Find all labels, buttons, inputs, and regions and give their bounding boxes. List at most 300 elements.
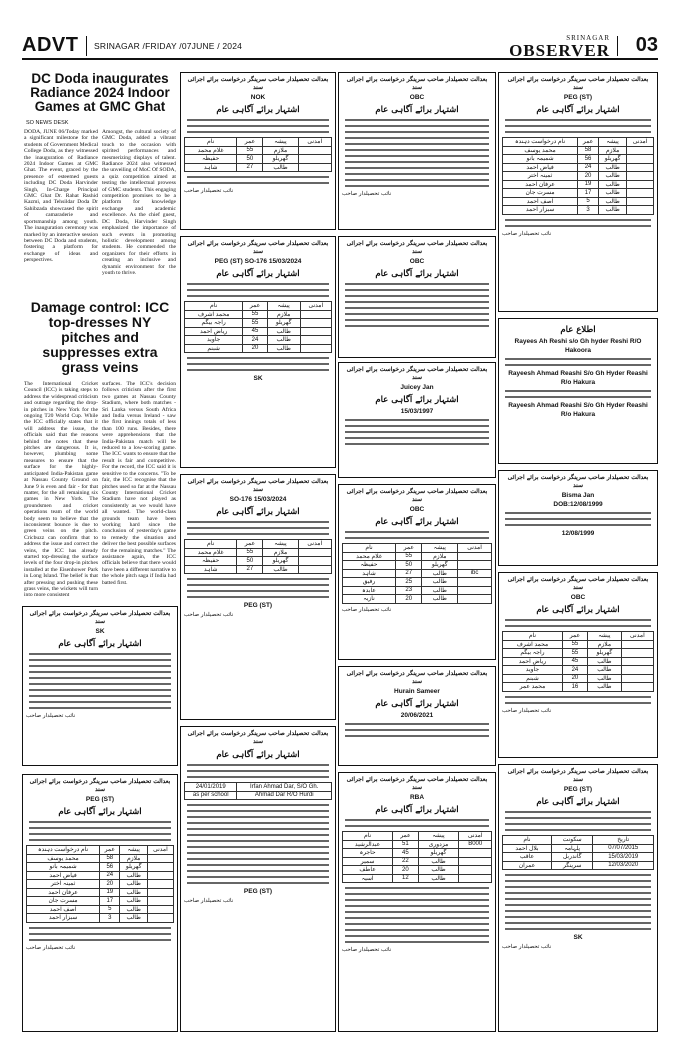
table-cell: محمد یوسف [27,854,100,863]
text-line [187,295,329,297]
text-line [29,927,171,929]
classified-ad [22,774,178,1032]
table-cell: 15/03/2024 [268,258,302,265]
text-line [345,905,489,907]
table-cell: 50 [237,155,263,164]
table-cell: 45 [393,849,418,858]
table-cell: 55 [237,548,263,557]
table-cell: آمدنی [621,632,653,641]
table-cell: آصف احمد [27,905,100,914]
table-cell: گھریلو [267,319,300,328]
table-row [185,146,332,155]
divider [86,36,87,56]
ad-heading: اشتہار برائے آگاہی عام [536,105,620,115]
table-cell: آصف احمد [503,197,578,206]
table-row [27,880,174,889]
text-line [345,431,489,433]
table-cell: ملازم [120,854,147,863]
text-line [187,810,329,812]
classified-ad [180,72,336,230]
ad-title: بعدالت تحصیلدار صاحب سرینگر درخواست برائے اجرائی سند [346,776,488,791]
table-row [343,849,492,858]
table-cell: محمد اشرف [185,310,243,319]
table-row [27,846,174,855]
table-row [343,544,492,553]
ad-title: بعدالت تحصیلدار صاحب سرینگر درخواست برائے اجرائی سند [346,366,488,381]
table-cell: طالب [418,857,459,866]
text-line [345,161,489,163]
table-cell: عبدالرشید [343,840,393,849]
table-cell: طالب [120,905,147,914]
text-line [187,584,329,586]
ad-title: بعدالت تحصیلدار صاحب سرینگر درخواست برائے اجرائی سند [346,76,488,91]
ad-heading: اشتہار برائے آگاہی عام [375,395,459,405]
ad-name: Rayeesh Ahmad Reashi S/o Gh Hyder Reashi [508,402,648,409]
applicant-table [184,137,332,172]
ad-name: Hurain Sameer [394,688,440,695]
table-cell: رفیق [343,578,396,587]
text-line [505,518,651,520]
table-cell: 07/07/2015 [593,844,654,853]
table-cell [298,163,331,172]
text-line [505,225,651,227]
table-cell [300,344,331,353]
classified-ad [338,484,496,660]
ad-title: بعدالت تحصیلدار صاحب سرینگر درخواست برائے اجرائی سند [507,474,649,489]
table-cell [300,327,331,336]
table-cell: عمر [237,540,263,549]
table-cell: شاہد [343,569,396,578]
ad-date: 15/03/1997 [400,408,434,415]
text-line [345,723,489,725]
text-line [505,829,651,831]
text-line [187,804,329,806]
text-line [345,887,489,889]
table-cell: 12/03/2020 [593,861,654,870]
applicant-table [502,631,654,692]
table-cell: غلام محمد [343,552,396,561]
applicant-table [502,137,654,215]
text-line [345,325,489,327]
masthead [22,34,658,60]
table-row [185,138,332,147]
table-cell: سبزار احمد [503,206,578,215]
table-cell: عمر [237,138,263,147]
table-cell: 55 [243,310,267,319]
table-row [185,783,332,792]
text-line [345,537,489,539]
table-cell: عمر [396,544,422,553]
table-cell: عابدہ [343,586,396,595]
table-cell: طالب [587,683,621,692]
text-line [345,179,489,181]
text-line [345,173,489,175]
table-cell: پیشہ [263,540,298,549]
ad-title: بعدالت تحصیلدار صاحب سرینگر درخواست برائے اجرائی سند [187,478,329,493]
classified-ad [338,236,496,358]
table-cell [627,172,654,181]
classified-ad [498,72,658,312]
text-line [345,419,489,421]
text-line [505,364,651,366]
ad-heading: اشتہار برائے آگاہی عام [375,269,459,279]
text-line [187,363,329,365]
table-cell [298,557,331,566]
table-row [343,552,492,561]
table-cell [621,649,653,658]
table-cell [621,640,653,649]
table-cell: ملازم [599,146,627,155]
table-cell: محمد عمر [503,683,563,692]
table-cell: 19 [100,888,120,897]
table-cell: 55 [237,146,263,155]
table-cell: گاندربل [551,853,593,862]
table-row [185,565,332,574]
table-cell: 20 [393,866,418,875]
table-cell [621,674,653,683]
table-cell: 27 [396,569,422,578]
table-cell: پیشہ [120,846,147,855]
table-cell: 15/03/2024 [253,496,287,503]
ad-heading: اشتہار برائے آگاہی عام [375,805,459,815]
applicant-table [342,831,492,883]
table-row [503,861,654,870]
text-line [505,898,651,900]
text-line [345,729,489,731]
table-cell [458,552,492,561]
table-cell: حفیظہ [343,561,396,570]
text-line [29,707,171,709]
table-cell: 58 [100,854,120,863]
table-cell: طالب [267,336,300,345]
table-cell [147,905,173,914]
text-line [505,928,651,930]
table-cell: راجہ بیگم [503,649,563,658]
table-row [503,180,654,189]
table-cell: 24 [243,336,267,345]
ad-signature: نائب تحصیلدار صاحب [26,944,76,951]
table-row [503,844,654,853]
text-line [345,319,489,321]
table-cell: 20 [100,880,120,889]
ad-tag: SK [95,628,105,635]
table-cell: نام [503,836,552,845]
table-cell: غلام محمد [185,548,237,557]
table-cell [459,874,492,883]
table-cell: نام [185,302,243,311]
classified-ad [180,236,336,468]
table-cell: 19 [578,180,599,189]
page-number: 03 [635,34,658,56]
table-cell: B000 [459,840,492,849]
table-cell: مزدوری [418,840,459,849]
table-cell [147,863,173,872]
table-cell: ریاض احمد [503,657,563,666]
table-cell: طالب [418,866,459,875]
table-cell: نام [343,544,396,553]
text-line [187,846,329,848]
table-row [185,310,332,319]
ad-date: DOB:12/08/1999 [553,501,603,508]
applicant-table [342,543,492,604]
table-cell: طالب [587,674,621,683]
text-line [505,625,651,627]
text-line [187,882,329,884]
text-line [187,776,329,778]
table-cell: آمدنی [459,832,492,841]
text-line [187,828,329,830]
table-cell: 55 [243,319,267,328]
table-cell: مسرت جان [27,897,100,906]
table-row [27,914,174,923]
table-cell: عاقب [503,853,552,862]
table-cell: طالب [587,666,621,675]
text-line [505,396,651,398]
text-line [187,764,329,766]
classified-ad [338,362,496,478]
table-cell: 24/01/2019 [185,783,237,792]
ad-tag [184,258,332,265]
table-row [185,548,332,557]
classified-ad [498,572,658,758]
text-line [345,443,489,445]
table-cell: پیشہ [418,832,459,841]
byline: SO NEWS DESK [26,120,69,126]
table-cell: نام [185,540,237,549]
ad-tag: OBC [409,258,425,265]
table-cell: آمدنی [298,540,331,549]
table-cell: حاجرہ [343,849,393,858]
text-line [505,916,651,918]
ad-date: 20/06/2021 [400,712,434,719]
classified-ad [338,772,496,1032]
ad-tag: PEG (ST) [563,94,593,101]
table-cell [298,155,331,164]
ad-heading: اشتہار برائے آگاہی عام [58,639,142,649]
text-line [505,811,651,813]
table-row [503,853,654,862]
text-line [29,683,171,685]
table-cell: طالب [120,897,147,906]
table-cell: 55 [562,649,587,658]
table-row [503,155,654,164]
table-cell [459,857,492,866]
ad-name: Rayeesh Ahmad Reashi S/o Gh Hyder Reashi [508,370,648,377]
ad-signature: نائب تحصیلدار صاحب [342,191,392,197]
ad-heading: اشتہار برائے آگاہی عام [216,507,300,517]
text-line [187,283,329,285]
table-cell [621,666,653,675]
table-row [503,632,654,641]
story-column: DODA, JUNE 06/Today marked a significant milestone for the students of Government Medical College Doda, as they witnessed the inauguration of Radiance 2024 Indoor Games at GMC Ghat. The event, graced by the presence of esteemed guests including DC Doda Harvinder Singh, In-Charge Principal GMC Ghat Dr. Rahat Rashid Kazmi, and Tehsildar Doda Dr Sahibzada showcased the spirit of camaraderie and sportsmanship among youth. The inauguration ceremony was marked by an interactive session between DC Doda and students, fostering a platform for exchange of ideas and perspectives. [24,129,98,264]
table-cell: حفیظہ [185,557,237,566]
table-cell: طالب [120,871,147,880]
table-cell: 45 [562,657,587,666]
ad-place: Hakoora [564,347,591,354]
text-line [345,425,489,427]
table-row [503,666,654,675]
text-line [345,899,489,901]
table-cell [627,180,654,189]
table-cell: عمر [100,846,120,855]
text-line [345,125,489,127]
table-cell: 3 [100,914,120,923]
table-cell [147,888,173,897]
table-cell: 20 [396,595,422,604]
table-cell [621,657,653,666]
ad-heading: اشتہار برائے آگاہی عام [58,807,142,817]
table-cell: طالب [422,586,458,595]
table-cell [298,146,331,155]
table-cell: شاہد [185,565,237,574]
table-cell: آمدنی [298,138,331,147]
table-row [185,302,332,311]
table-row [185,344,332,353]
table-cell: 5 [100,905,120,914]
classified-ad [180,726,336,1032]
table-row [503,163,654,172]
story-column: surfaces. The ICC's decision follows criticism after the first two games at Nassau County Stadium, where both matches - Sri Lanka versus South Africa and India versus Ireland - saw the first innings totals of less than 100 runs. Besides, there were apprehensions that the India-Pakistan match will be reduced to a low-scoring game. The ICC wants to ensure that the result is fair and competitive. For the record, the ICC said it is sensitive to the concerns. "To be fair, the ICC recognise that the pitches used so far at the Nassau County International Cricket Stadium have not played as consistently as we would have all wanted. The world-class grounds team have been working hard since the conclusion of yesterday's game to remedy the situation and deliver the best possible surfaces for the remaining matches." The assistance again, the ICC officials believe that there would have been a different narrative to the whole pitch saga if India had batted first. [102,381,176,586]
table-row [185,540,332,549]
table-cell: 58 [578,146,599,155]
table-cell: شبنم [503,674,563,683]
text-line [505,817,651,819]
text-line [345,935,489,937]
table-cell: طالب [267,327,300,336]
ad-title: بعدالت تحصیلدار صاحب سرینگر درخواست برائے اجرائی سند [29,778,171,793]
dateline: SRINAGAR /FRIDAY /07JUNE / 2024 [94,41,243,51]
table-cell: طالب [263,565,298,574]
table-cell: 25 [396,578,422,587]
text-line [187,770,329,772]
text-line [187,533,329,535]
brand-small: SRINAGAR [566,34,610,42]
table-row [27,871,174,880]
table-cell: جاوید [503,666,563,675]
text-line [345,531,489,533]
text-line [345,893,489,895]
table-cell [627,155,654,164]
text-line [29,839,171,841]
story-column: Amongst, the cultural society of GMC Doda, added a vibrant touch to the occasion with spirited performances and mesmerizing displays of talent. Radiance 2024 also witnessed the unveiling of MoC Of SODA, a quiz competition aimed at testing the intellectual prowess of GMC students. This engaging competition promises to be a platform for knowledge exchange and academic excellence. As the chief guest, DC Doda, Harvinder Singh emphasized the importance of such events in promoting holistic development among students. He commended the organizers for their efforts in creating an inclusive and dynamic environment for the youth to thrive. [102,129,176,276]
text-line [29,695,171,697]
text-line [505,696,651,698]
ad-tag: PEG (ST) [243,888,273,895]
table-cell [300,319,331,328]
ad-name: Bisma Jan [561,492,595,499]
table-cell: شمیمہ بانو [27,863,100,872]
text-line [29,827,171,829]
table-cell: سبزار احمد [27,914,100,923]
ad-title: بعدالت تحصیلدار صاحب سرینگر درخواست برائے اجرائی سند [187,240,329,255]
table-row [185,327,332,336]
table-cell: 56 [100,863,120,872]
ad-tag: PEG (ST) [563,786,593,793]
table-cell: حفیظہ [185,155,237,164]
ad-date: 12/08/1999 [561,530,595,537]
table-cell: عمر [243,302,267,311]
text-line [29,833,171,835]
text-line [187,357,329,359]
table-cell [627,146,654,155]
text-line [505,390,651,392]
table-cell: غلام محمد [185,146,237,155]
text-line [29,653,171,655]
text-line [187,864,329,866]
text-line [505,823,651,825]
section-label: ADVT [22,34,79,56]
ad-tag: SK [573,934,583,941]
table-row [343,561,492,570]
story-column: The International Cricket Council (ICC) is taking steps to address the widespread criticism and outrage regarding the drop-in pitches in New York for the ongoing T20 World Cup. While the ICC officially states that it will address the issue, the officials said that the reasons behind the notes that these pitches are dangerous. It is, however, plumbing some measures to ensure that the surface for the highly-anticipated India-Pakistan game at Nassau County Ground on June 9 is even and fair - for that matter, for the all remaining six games in New York. The groundsmen and cricket operations team of the world body seem to believe that the inconsistent bounce is due to green veins on the pitch. Cricbuzz can confirm that to address the issue and correct the veins, the ICC has already started top-dressing the surface levels of the four drop-in pitches installed at the Eisenhower Park in Long Island. The belief is that after pressing and pushing these grass veins, the wickets will turn into more consistent [24,381,98,599]
text-line [187,834,329,836]
table-cell: طالب [120,880,147,889]
ad-name: Rayees Ah Reshi s/o Gh hyder Reshi R/O [514,338,642,345]
table-cell: 3 [578,206,599,215]
text-line [345,143,489,145]
text-line [345,819,489,821]
table-cell: گھریلو [418,849,459,858]
table-cell: 51 [393,840,418,849]
table-cell: 22 [393,857,418,866]
table-cell [147,880,173,889]
text-line [187,840,329,842]
table-cell: ریاض احمد [185,327,243,336]
table-cell: پیشہ [599,138,627,147]
table-cell: نام [503,632,563,641]
ad-title: بعدالت تحصیلدار صاحب سرینگر درخواست برائے اجرائی سند [507,76,649,91]
text-line [345,167,489,169]
ad-title: بعدالت تحصیلدار صاحب سرینگر درخواست برائے اجرائی سند [507,768,649,783]
table-cell: شبنم [185,344,243,353]
table-cell: طالب [418,874,459,883]
ad-title: بعدالت تحصیلدار صاحب سرینگر درخواست برائے اجرائی سند [29,610,171,625]
table-cell: SO-176 [244,258,268,265]
text-line [345,941,489,943]
table-row [185,319,332,328]
table-cell: طالب [599,180,627,189]
ad-heading: اشتہار برائے آگاہی عام [216,269,300,279]
text-line [345,911,489,913]
ad-title: بعدالت تحصیلدار صاحب سرینگر درخواست برائے اجرائی سند [346,488,488,503]
table-cell: سرینگر [551,861,593,870]
brand-logo [509,35,610,60]
table-row [503,172,654,181]
text-line [505,702,651,704]
text-line [345,929,489,931]
ad-heading: اشتہار برائے آگاہی عام [375,699,459,709]
table-cell [627,189,654,198]
text-line [345,131,489,133]
table-cell: عمر [393,832,418,841]
table-cell: نام درخواست دہندہ [27,846,100,855]
table-cell: 20 [243,344,267,353]
table-cell: طالب [263,163,298,172]
text-line [505,892,651,894]
table-cell: PEG (ST) [214,258,243,265]
ad-heading: اشتہار برائے آگاہی عام [216,105,300,115]
table-cell: نام [185,138,237,147]
table-row [503,649,654,658]
table-cell: 5 [578,197,599,206]
text-line [345,313,489,315]
table-cell: 27 [237,163,263,172]
text-line [187,521,329,523]
text-line [187,119,329,121]
table-cell [627,163,654,172]
table-cell: ملازم [263,548,298,557]
table-cell: 17 [578,189,599,198]
